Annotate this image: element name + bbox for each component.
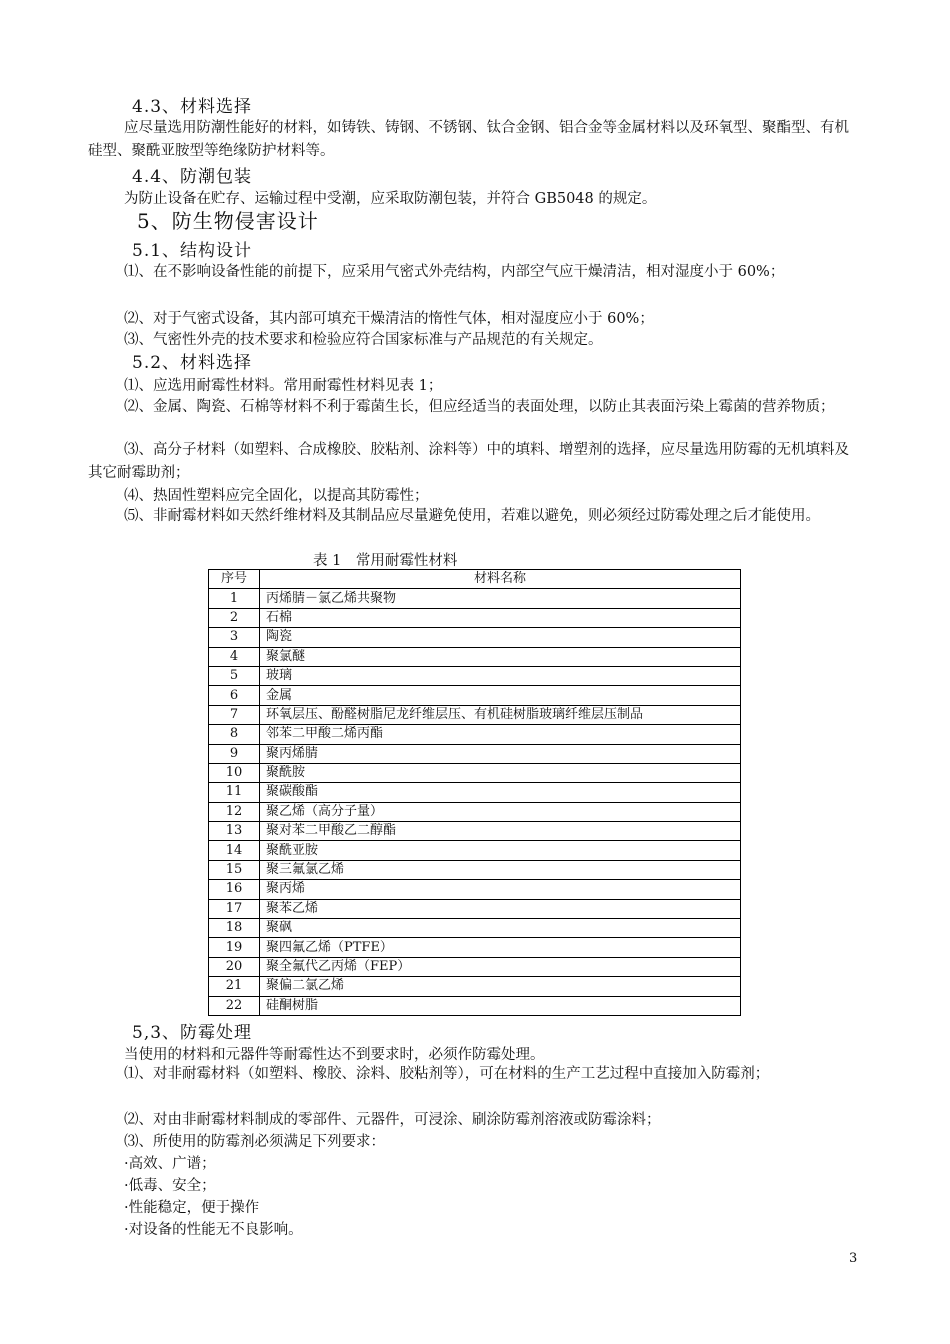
row-index: 8 bbox=[209, 725, 260, 744]
section-5-2-item-1: ⑴、应选用耐霉性材料。常用耐霉性材料见表 1； bbox=[124, 378, 443, 394]
row-material-name: 聚丙烯 bbox=[260, 880, 741, 899]
table-row bbox=[209, 744, 741, 763]
table-row bbox=[209, 628, 741, 647]
row-material-name: 聚碳酸酯 bbox=[260, 783, 741, 802]
section-5-2-item-5: ⑸、非耐霉材料如天然纤维材料及其制品应尽量避免使用，若难以避免，则必须经过防霉处理之后才能使用。 bbox=[124, 508, 820, 524]
row-index: 12 bbox=[209, 802, 260, 821]
bullet-item: ·高效、广谱； bbox=[124, 1156, 216, 1172]
row-material-name: 金属 bbox=[260, 686, 741, 705]
table-row bbox=[209, 608, 741, 627]
row-index: 9 bbox=[209, 744, 260, 763]
section-5-2-item-4: ⑷、热固性塑料应完全固化，以提高其防霉性； bbox=[124, 488, 429, 504]
row-index: 5 bbox=[209, 666, 260, 685]
table-row bbox=[209, 666, 741, 685]
section-5-1-heading: 5.1、结构设计 bbox=[132, 241, 253, 261]
header-material-name: 材料名称 bbox=[260, 570, 741, 589]
section-5-3-intro: 当使用的材料和元器件等耐霉性达不到要求时，必须作防霉处理。 bbox=[124, 1047, 545, 1063]
section-5-2-heading: 5.2、材料选择 bbox=[132, 353, 253, 373]
row-index: 17 bbox=[209, 899, 260, 918]
section-4-3-paragraph: 应尽量选用防潮性能好的材料，如铸铁、铸钢、不锈钢、钛合金钢、铝合金等金属材料以及环氧型、聚酯型、有机硅型、聚酰亚胺型等绝缘防护材料等。 bbox=[88, 120, 849, 159]
row-material-name: 丙烯腈－氯乙烯共聚物 bbox=[260, 589, 741, 608]
row-material-name: 玻璃 bbox=[260, 666, 741, 685]
table-row bbox=[209, 841, 741, 860]
table-header-row bbox=[209, 570, 741, 589]
section-5-1-item-3: ⑶、气密性外壳的技术要求和检验应符合国家标准与产品规范的有关规定。 bbox=[124, 332, 603, 348]
row-material-name: 聚酰胺 bbox=[260, 763, 741, 782]
table-row bbox=[209, 938, 741, 957]
row-material-name: 聚苯乙烯 bbox=[260, 899, 741, 918]
header-index: 序号 bbox=[209, 570, 260, 589]
row-material-name: 石棉 bbox=[260, 608, 741, 627]
section-5-3-item-1: ⑴、对非耐霉材料（如塑料、橡胶、涂料、胶粘剂等），可在材料的生产工艺过程中直接加入防霉剂； bbox=[124, 1066, 770, 1082]
row-material-name: 聚酰亚胺 bbox=[260, 841, 741, 860]
row-index: 4 bbox=[209, 647, 260, 666]
row-index: 22 bbox=[209, 996, 260, 1015]
row-index: 3 bbox=[209, 628, 260, 647]
section-5-3-heading: 5,3、防霉处理 bbox=[132, 1023, 253, 1043]
table-caption: 表 1 常用耐霉性材料 bbox=[313, 553, 458, 569]
bullet-item: ·对设备的性能无不良影响。 bbox=[124, 1222, 303, 1238]
table-row bbox=[209, 705, 741, 724]
row-material-name: 聚偏二氯乙烯 bbox=[260, 977, 741, 996]
table-row bbox=[209, 957, 741, 976]
bullet-item: ·性能稳定，便于操作 bbox=[124, 1200, 260, 1216]
row-index: 1 bbox=[209, 589, 260, 608]
table-row bbox=[209, 589, 741, 608]
row-material-name: 环氧层压、酚醛树脂尼龙纤维层压、有机硅树脂玻璃纤维层压制品 bbox=[260, 705, 741, 724]
row-index: 2 bbox=[209, 608, 260, 627]
row-index: 16 bbox=[209, 880, 260, 899]
section-5-2-item-3: ⑶、高分子材料（如塑料、合成橡胶、胶粘剂、涂料等）中的填料、增塑剂的选择，应尽量选用防霉的无机填料及其它耐霉助剂； bbox=[88, 442, 849, 481]
section-5-1-item-1: ⑴、在不影响设备性能的前提下，应采用气密式外壳结构，内部空气应干燥清洁，相对湿度小于 60%； bbox=[124, 264, 785, 280]
row-material-name: 邻苯二甲酸二烯丙酯 bbox=[260, 725, 741, 744]
row-material-name: 聚丙烯腈 bbox=[260, 744, 741, 763]
table-row bbox=[209, 919, 741, 938]
section-5-1-item-2: ⑵、对于气密式设备，其内部可填充干燥清洁的惰性气体，相对湿度应小于 60%； bbox=[124, 311, 654, 327]
row-index: 19 bbox=[209, 938, 260, 957]
table-row bbox=[209, 802, 741, 821]
table-row bbox=[209, 996, 741, 1015]
bullet-item: ·低毒、安全； bbox=[124, 1178, 216, 1194]
section-4-4-heading: 4.4、防潮包装 bbox=[132, 167, 253, 187]
table-row bbox=[209, 686, 741, 705]
table-row bbox=[209, 880, 741, 899]
row-index: 14 bbox=[209, 841, 260, 860]
row-material-name: 陶瓷 bbox=[260, 628, 741, 647]
section-5-heading: 5、防生物侵害设计 bbox=[137, 209, 319, 233]
table-row bbox=[209, 725, 741, 744]
section-5-2-item-2: ⑵、金属、陶瓷、石棉等材料不利于霉菌生长，但应经适当的表面处理，以防止其表面污染上霉菌的营养物质； bbox=[124, 399, 835, 415]
row-index: 7 bbox=[209, 705, 260, 724]
row-index: 20 bbox=[209, 957, 260, 976]
row-material-name: 聚对苯二甲酸乙二醇酯 bbox=[260, 822, 741, 841]
section-4-3-heading: 4.3、材料选择 bbox=[132, 97, 253, 117]
row-index: 13 bbox=[209, 822, 260, 841]
row-material-name: 聚乙烯（高分子量） bbox=[260, 802, 741, 821]
section-4-4-paragraph: 为防止设备在贮存、运输过程中受潮，应采取防潮包装，并符合 GB5048 的规定。 bbox=[124, 191, 657, 207]
page-number: 3 bbox=[849, 1251, 858, 1266]
row-material-name: 聚氯醚 bbox=[260, 647, 741, 666]
row-index: 6 bbox=[209, 686, 260, 705]
table-row bbox=[209, 822, 741, 841]
row-material-name: 硅酮树脂 bbox=[260, 996, 741, 1015]
table-body bbox=[209, 589, 741, 1016]
row-material-name: 聚砜 bbox=[260, 919, 741, 938]
row-index: 18 bbox=[209, 919, 260, 938]
table-row bbox=[209, 899, 741, 918]
row-material-name: 聚三氟氯乙烯 bbox=[260, 860, 741, 879]
row-index: 11 bbox=[209, 783, 260, 802]
table-row bbox=[209, 647, 741, 666]
row-index: 10 bbox=[209, 763, 260, 782]
row-material-name: 聚四氟乙烯（PTFE） bbox=[260, 938, 741, 957]
section-5-3-item-2: ⑵、对由非耐霉材料制成的零部件、元器件，可浸涂、刷涂防霉剂溶液或防霉涂料； bbox=[124, 1112, 661, 1128]
table-row bbox=[209, 783, 741, 802]
table-row bbox=[209, 860, 741, 879]
mildew-resistant-materials-table bbox=[208, 569, 741, 1016]
row-material-name: 聚全氟代乙丙烯（FEP） bbox=[260, 957, 741, 976]
row-index: 15 bbox=[209, 860, 260, 879]
row-index: 21 bbox=[209, 977, 260, 996]
table-row bbox=[209, 763, 741, 782]
table-row bbox=[209, 977, 741, 996]
section-5-3-item-3: ⑶、所使用的防霉剂必须满足下列要求： bbox=[124, 1134, 385, 1150]
